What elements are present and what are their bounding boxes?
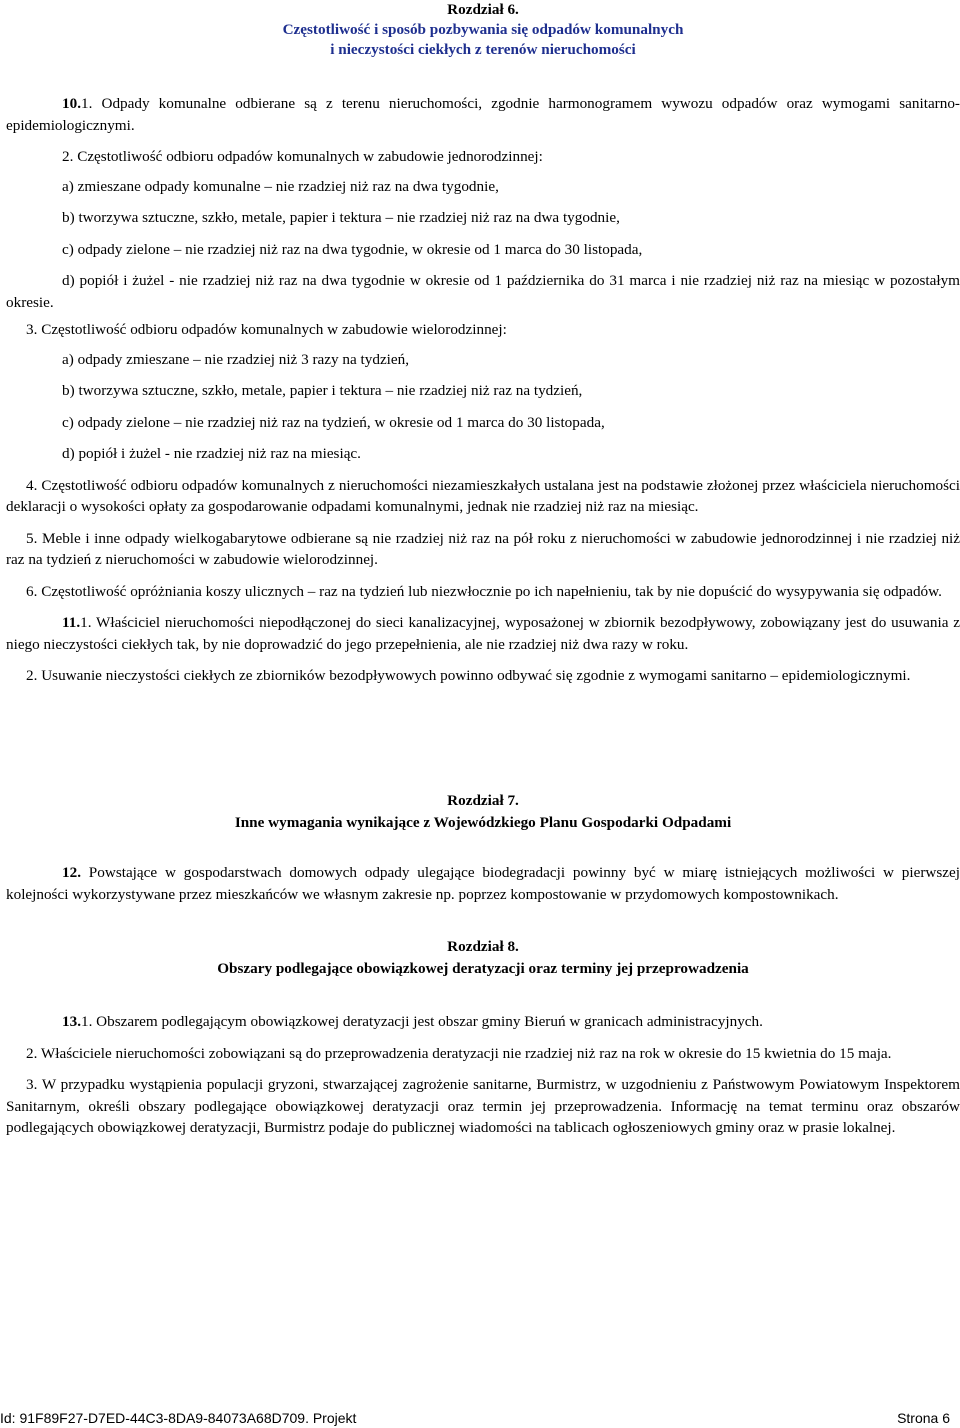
section-10-paragraph-5: 5. Meble i inne odpady wielkogabarytowe odbierane są nie rzadziej niż raz na pół roku z nieruchomości w zabudowie jednorodzinnej i nie rzadziej niż raz na tydzień z nieruchomości w zabudowie wielorodzinnej. [6,529,960,568]
section-10-paragraph-1: 10.1. Odpady komunalne odbierane są z terenu nieruchomości, zgodnie harmonogramem wywozu odpadów oraz wymogami sanitarno-epidemiologicznymi. [6,95,960,134]
chapter-6-heading [6,0,960,60]
section-11-paragraph-1: 11.1. Właściciel nieruchomości niepodłączonej do sieci kanalizacyjnej, wyposażonej w zbiornik bezodpływowy, zobowiązany jest do usuwania z niego nieczystości ciekłych tak, by nie doprowadzić do jego przepełnienia, ale nie rzadziej niż dwa razy w roku. [6,614,960,653]
document-id: Id: 91F89F27-D7ED-44C3-8DA9-84073A68D709. Projekt [0,1410,357,1426]
section-10-paragraph-6: 6. Częstotliwość opróżniania koszy ulicznych – raz na tydzień lub niezwłocznie po ich napełnieniu, tak by nie dopuścić do wysypywania się odpadów. [26,582,942,600]
chapter-7-label: Rozdział 7. [447,792,519,809]
section-10-paragraph-2: 2. Częstotliwość odbioru odpadów komunalnych w zabudowie jednorodzinnej: [62,148,543,165]
section-13-paragraph-1: 13.1. Obszarem podlegającym obowiązkowej deratyzacji jest obszar gminy Bieruń w granicach administracyjnych. [62,1013,763,1030]
chapter-6-label: Rozdział 6. [447,1,519,18]
section-11-paragraph-2: 2. Usuwanie nieczystości ciekłych ze zbiorników bezodpływowych powinno odbywać się zgodnie z wymogami sanitarno – epidemiologicznymi. [26,667,911,684]
section-13 [6,1011,960,1139]
section-number: 10. [62,95,81,112]
section-10-paragraph-3: 3. Częstotliwość odbioru odpadów komunalnych w zabudowie wielorodzinnej: [26,321,507,338]
page-number: Strona 6 [897,1410,950,1426]
chapter-6-title-line1: Częstotliwość i sposób pozbywania się odpadów komunalnych [282,21,684,38]
section-10-paragraph-4: 4. Częstotliwość odbioru odpadów komunalnych z nieruchomości niezamieszkałych ustalana jest na podstawie złożonej przez właściciela nieruchomości deklaracji o wysokości opłaty za gospodarowanie odpadami komunalnymi, jednak nie rzadziej niż raz na miesiąc. [6,476,960,515]
list-item: b) tworzywa sztuczne, szkło, metale, papier i tektura – nie rzadziej niż raz na tydzień, [62,382,583,399]
section-10 [6,93,960,687]
chapter-6-title-line2: i nieczystości ciekłych z terenów nieruchomości [330,41,636,58]
section-number: 11. [62,614,81,631]
section-number: 12. [62,864,81,881]
section-13-paragraph-2: 2. Właściciele nieruchomości zobowiązani są do przeprowadzenia deratyzacji nie rzadziej niż raz na rok w okresie do 15 kwietnia do 15 maja. [26,1044,892,1062]
list-item: a) zmieszane odpady komunalne – nie rzadziej niż raz na dwa tygodnie, [62,177,499,195]
list-item: c) odpady zielone – nie rzadziej niż raz na dwa tygodnie, w okresie od 1 marca do 30 listopada, [62,240,643,258]
section-12-paragraph: 12. Powstające w gospodarstwach domowych odpady ulegające biodegradacji powinny być w miarę istniejących możliwości w pierwszej kolejności wykorzystywane przez mieszkańców we własnym zakresie np. poprzez kompostowanie w przydomowych kompostownikach. [6,864,960,903]
list-item: c) odpady zielone – nie rzadziej niż raz na tydzień, w okresie od 1 marca do 30 listopada, [62,413,605,431]
chapter-7-heading [6,790,960,834]
list-item: d) popiół i żużel - nie rzadziej niż raz na dwa tygodnie w okresie od 1 października do 31 marca i nie rzadziej niż raz na miesiąc w pozostałym okresie. [6,272,960,311]
section-13-paragraph-3: 3. W przypadku wystąpienia populacji gryzoni, stwarzającej zagrożenie sanitarne, Burmistrz, w uzgodnieniu z Państwowym Powiatowym Inspektorem Sanitarnym, określi obszary podlegające obowiązkowej deratyzacji oraz termin jej przeprowadzenia. Informację na temat terminu oraz obszarów podlegających obowiązkowej deratyzacji, Burmistrz podaje do publicznej wiadomości na tablicach ogłoszeniowych gminy oraz w prasie lokalnej. [6,1076,960,1136]
list-item: b) tworzywa sztuczne, szkło, metale, papier i tektura – nie rzadziej niż raz na dwa tygodnie, [62,209,620,226]
list-item: d) popiół i żużel - nie rzadziej niż raz na miesiąc. [62,445,361,462]
section-number: 13. [62,1013,81,1030]
chapter-8-label: Rozdział 8. [447,938,519,955]
list-item: a) odpady zmieszane – nie rzadziej niż 3 razy na tydzień, [62,350,410,368]
section-10-list-jednorodzinna [6,176,960,314]
chapter-8-title: Obszary podlegające obowiązkowej deratyzacji oraz terminy jej przeprowadzenia [217,960,749,977]
section-10-list-wielorodzinna [6,349,960,465]
chapter-7-title: Inne wymagania wynikające z Wojewódzkiego Planu Gospodarki Odpadami [234,814,732,831]
chapter-8-heading [6,936,960,980]
